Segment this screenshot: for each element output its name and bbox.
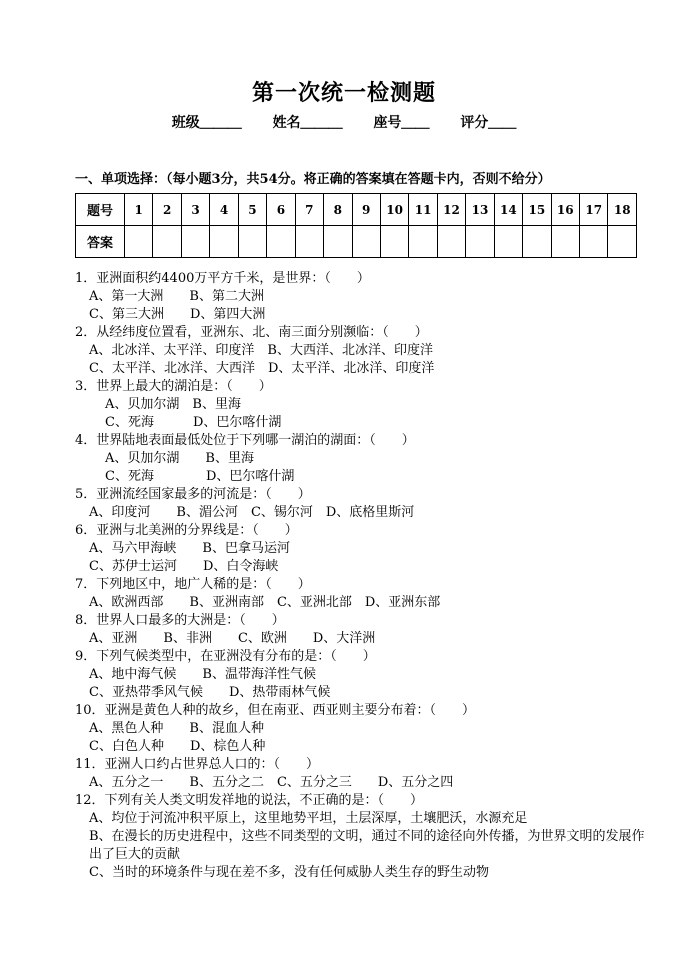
question-item: [75, 612, 645, 648]
student-info-line: [0, 112, 688, 132]
answer-cell[interactable]: [181, 226, 209, 258]
answer-cell[interactable]: [466, 226, 494, 258]
question-number-cell: 4: [210, 194, 238, 226]
answer-cell[interactable]: [324, 226, 352, 258]
answer-cell[interactable]: [352, 226, 380, 258]
question-option: A、马六甲海峡 B、巴拿马运河: [89, 541, 290, 556]
question-number-cell: 11: [409, 194, 437, 226]
score-field: 评分＿＿: [460, 115, 517, 131]
class-field[interactable]: 班级＿＿＿: [171, 115, 242, 131]
question-number-row: [76, 194, 637, 226]
question-item: [75, 792, 645, 882]
question-option: A、印度河 B、湄公河 C、锡尔河 D、底格里斯河: [89, 505, 415, 520]
answer-cell[interactable]: [523, 226, 551, 258]
question-item: [75, 324, 645, 378]
question-number-cell: 6: [267, 194, 295, 226]
question-item: [75, 702, 645, 756]
question-option: C、死海 D、巴尔喀什湖: [105, 469, 295, 484]
answer-cell[interactable]: [551, 226, 579, 258]
question-stem: 9．下列气候类型中，在亚洲没有分布的是：（ ）: [75, 649, 376, 664]
question-option: C、亚热带季风气候 D、热带雨林气候: [89, 685, 331, 700]
question-option: B、在漫长的历史进程中，这些不同类型的文明，通过不同的途径向外传播，为世界文明的发展作出了巨大的贡献: [89, 829, 645, 862]
question-stem: 4．世界陆地表面最低处位于下列哪一湖泊的湖面：（ ）: [75, 433, 415, 448]
question-option: C、死海 D、巴尔喀什湖: [105, 415, 282, 430]
question-number-cell: 5: [238, 194, 266, 226]
question-number-cell: 12: [437, 194, 465, 226]
question-item: [75, 432, 645, 486]
answer-cell[interactable]: [608, 226, 637, 258]
question-item: [75, 756, 645, 792]
question-number-cell: 1: [125, 194, 153, 226]
answer-cell[interactable]: [153, 226, 181, 258]
question-stem: 12．下列有关人类文明发祥地的说法，不正确的是：（ ）: [75, 793, 424, 808]
page-title: 第一次统一检测题: [251, 80, 436, 106]
name-field[interactable]: 姓名＿＿＿: [272, 115, 343, 131]
question-number-cell: 15: [523, 194, 551, 226]
seat-field[interactable]: 座号＿＿: [373, 115, 430, 131]
question-number-cell: 2: [153, 194, 181, 226]
question-item: [75, 522, 645, 576]
question-option: C、当时的环境条件与现在差不多，没有任何威胁人类生存的野生动物: [89, 865, 489, 880]
answer-cell[interactable]: [295, 226, 323, 258]
question-item: [75, 270, 645, 324]
question-stem: 11．亚洲人口约占世界总人口的：（ ）: [75, 757, 320, 772]
row-label-number: 题号: [76, 194, 125, 226]
answer-cell[interactable]: [437, 226, 465, 258]
question-option: A、北冰洋、太平洋、印度洋 B、大西洋、北冰洋、印度洋: [89, 343, 433, 358]
row-label-answer: 答案: [76, 226, 125, 258]
question-option: C、白色人种 D、棕色人种: [89, 739, 266, 754]
answer-row: [76, 226, 637, 258]
question-number-cell: 13: [466, 194, 494, 226]
question-item: [75, 576, 645, 612]
question-stem: 5．亚洲流经国家最多的河流是：（ ）: [75, 487, 311, 502]
question-stem: 3．世界上最大的湖泊是：（ ）: [75, 379, 272, 394]
question-stem: 10．亚洲是黄色人种的故乡，但在南亚、西亚则主要分布着：（ ）: [75, 703, 476, 718]
answer-cell[interactable]: [125, 226, 153, 258]
question-option: A、均位于河流冲积平原上，这里地势平坦，土层深厚，土壤肥沃，水源充足: [89, 811, 528, 826]
question-item: [75, 648, 645, 702]
question-option: A、欧洲西部 B、亚洲南部 C、亚洲北部 D、亚洲东部: [89, 595, 441, 610]
question-option: C、苏伊士运河 D、白令海峡: [89, 559, 279, 574]
question-number-cell: 17: [580, 194, 608, 226]
question-option: A、地中海气候 B、温带海洋性气候: [89, 667, 316, 682]
answer-cell[interactable]: [238, 226, 266, 258]
question-number-cell: 16: [551, 194, 579, 226]
question-number-cell: 14: [494, 194, 522, 226]
answer-cell[interactable]: [267, 226, 295, 258]
answer-cell[interactable]: [210, 226, 238, 258]
question-option: A、第一大洲 B、第二大洲: [89, 289, 264, 304]
question-option: A、贝加尔湖 B、里海: [105, 397, 241, 412]
question-stem: 7．下列地区中，地广人稀的是：（ ）: [75, 577, 311, 592]
question-number-cell: 8: [324, 194, 352, 226]
question-stem: 8．世界人口最多的大洲是：（ ）: [75, 613, 285, 628]
question-item: [75, 378, 645, 432]
question-number-cell: 9: [352, 194, 380, 226]
answer-cell[interactable]: [580, 226, 608, 258]
question-option: A、贝加尔湖 B、里海: [105, 451, 254, 466]
answer-cell[interactable]: [494, 226, 522, 258]
answer-card-table: [75, 193, 637, 258]
question-number-cell: 3: [181, 194, 209, 226]
question-number-cell: 10: [380, 194, 408, 226]
question-number-cell: 18: [608, 194, 637, 226]
question-stem: 2．从经纬度位置看，亚洲东、北、南三面分别濒临：（ ）: [75, 325, 428, 340]
question-item: [75, 486, 645, 522]
question-number-cell: 7: [295, 194, 323, 226]
question-option: A、黑色人种 B、混血人种: [89, 721, 264, 736]
question-option: C、太平洋、北冰洋、大西洋 D、太平洋、北冰洋、印度洋: [89, 361, 435, 376]
question-option: A、亚洲 B、非洲 C、欧洲 D、大洋洲: [89, 631, 376, 646]
question-option: A、五分之一 B、五分之二 C、五分之三 D、五分之四: [89, 775, 454, 790]
question-stem: 1．亚洲面积约4400万平方千米，是世界：（ ）: [75, 271, 370, 286]
question-option: C、第三大洲 D、第四大洲: [89, 307, 266, 322]
section-heading: 一、单项选择：（每小题3分，共54分。将正确的答案填在答题卡内，否则不给分）: [75, 172, 551, 187]
answer-cell[interactable]: [380, 226, 408, 258]
question-list: [75, 270, 645, 882]
question-stem: 6．亚洲与北美洲的分界线是：（ ）: [75, 523, 298, 538]
answer-cell[interactable]: [409, 226, 437, 258]
